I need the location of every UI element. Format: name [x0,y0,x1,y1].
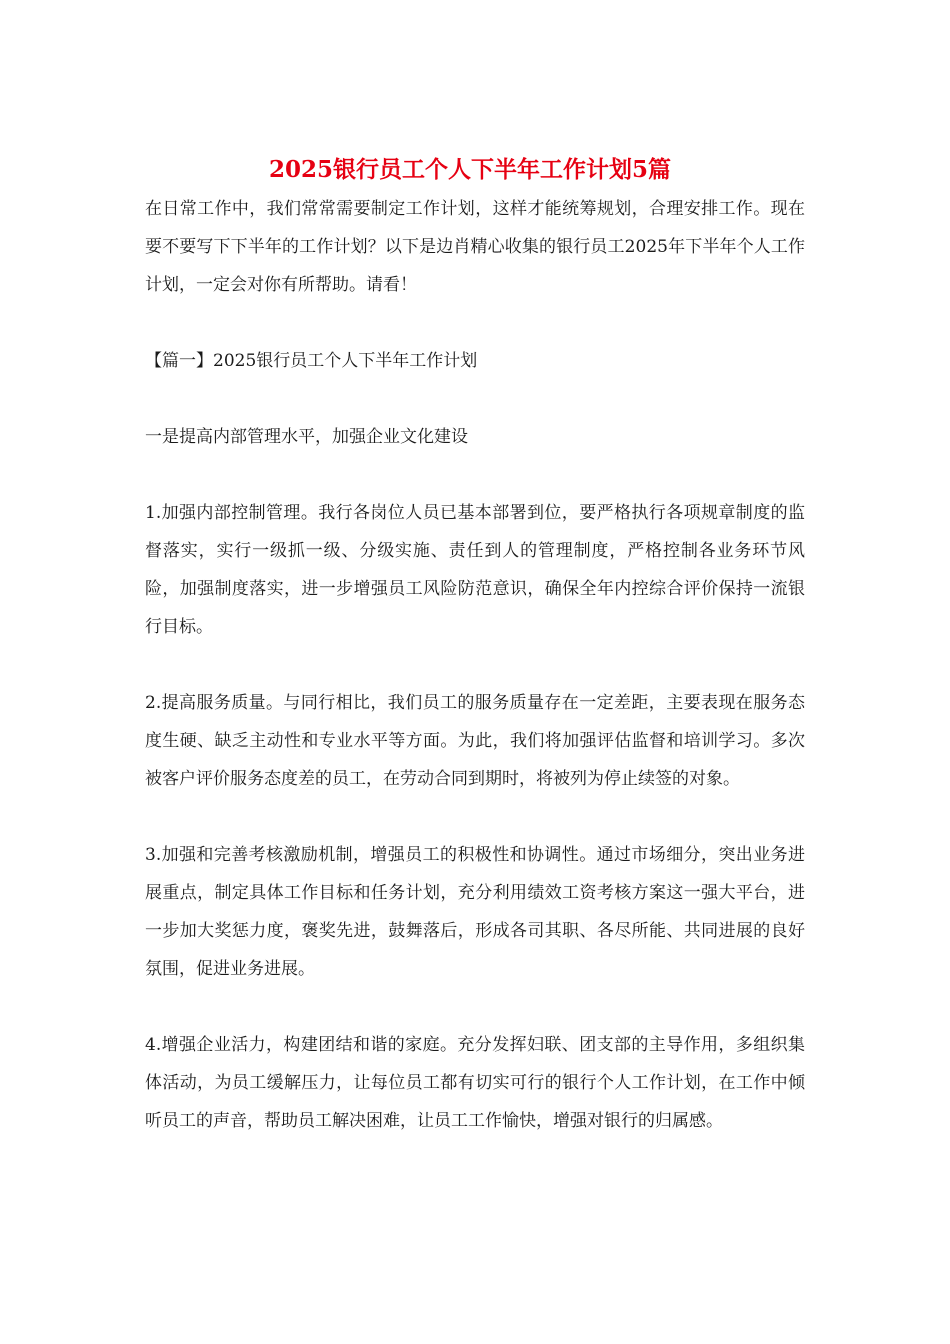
subheading: 一是提高内部管理水平，加强企业文化建设 [145,427,468,447]
paragraph-gap [145,380,805,418]
paragraph-gap [145,988,805,1026]
section-heading: 【篇一】2025银行员工个人下半年工作计划 [145,351,478,371]
document-page [145,150,805,1140]
paragraph-gap [145,304,805,342]
paragraph-gap [145,646,805,684]
list-item: 3.加强和完善考核激励机制，增强员工的积极性和协调性。通过市场细分，突出业务进展重点，制定具体工作目标和任务计划，充分利用绩效工资考核方案这一强大平台，进一步加大奖惩力度，褒奖先进，鼓舞落后，形成各司其职、各尽所能、共同进展的良好氛围，促进业务进展。 [145,845,805,979]
paragraph-gap [145,456,805,494]
list-item: 4.增强企业活力，构建团结和谐的家庭。充分发挥妇联、团支部的主导作用，多组织集体活动，为员工缓解压力，让每位员工都有切实可行的银行个人工作计划，在工作中倾听员工的声音，帮助员工解决困难，让员工工作愉快，增强对银行的归属感。 [145,1035,805,1131]
list-item: 2.提高服务质量。与同行相比，我们员工的服务质量存在一定差距，主要表现在服务态度生硬、缺乏主动性和专业水平等方面。为此，我们将加强评估监督和培训学习。多次被客户评价服务态度差的员工，在劳动合同到期时，将被列为停止续签的对象。 [145,693,805,789]
list-item: 1.加强内部控制管理。我行各岗位人员已基本部署到位，要严格执行各项规章制度的监督落实，实行一级抓一级、分级实施、责任到人的管理制度，严格控制各业务环节风险，加强制度落实，进一步增强员工风险防范意识，确保全年内控综合评价保持一流银行目标。 [145,503,805,637]
paragraph-gap [145,798,805,836]
intro-paragraph: 在日常工作中，我们常常需要制定工作计划，这样才能统筹规划，合理安排工作。现在要不要写下下半年的工作计划？以下是边肖精心收集的银行员工2025年下半年个人工作计划，一定会对你有所帮助。请看！ [145,199,805,295]
document-title: 2025银行员工个人下半年工作计划5篇 [268,156,672,183]
